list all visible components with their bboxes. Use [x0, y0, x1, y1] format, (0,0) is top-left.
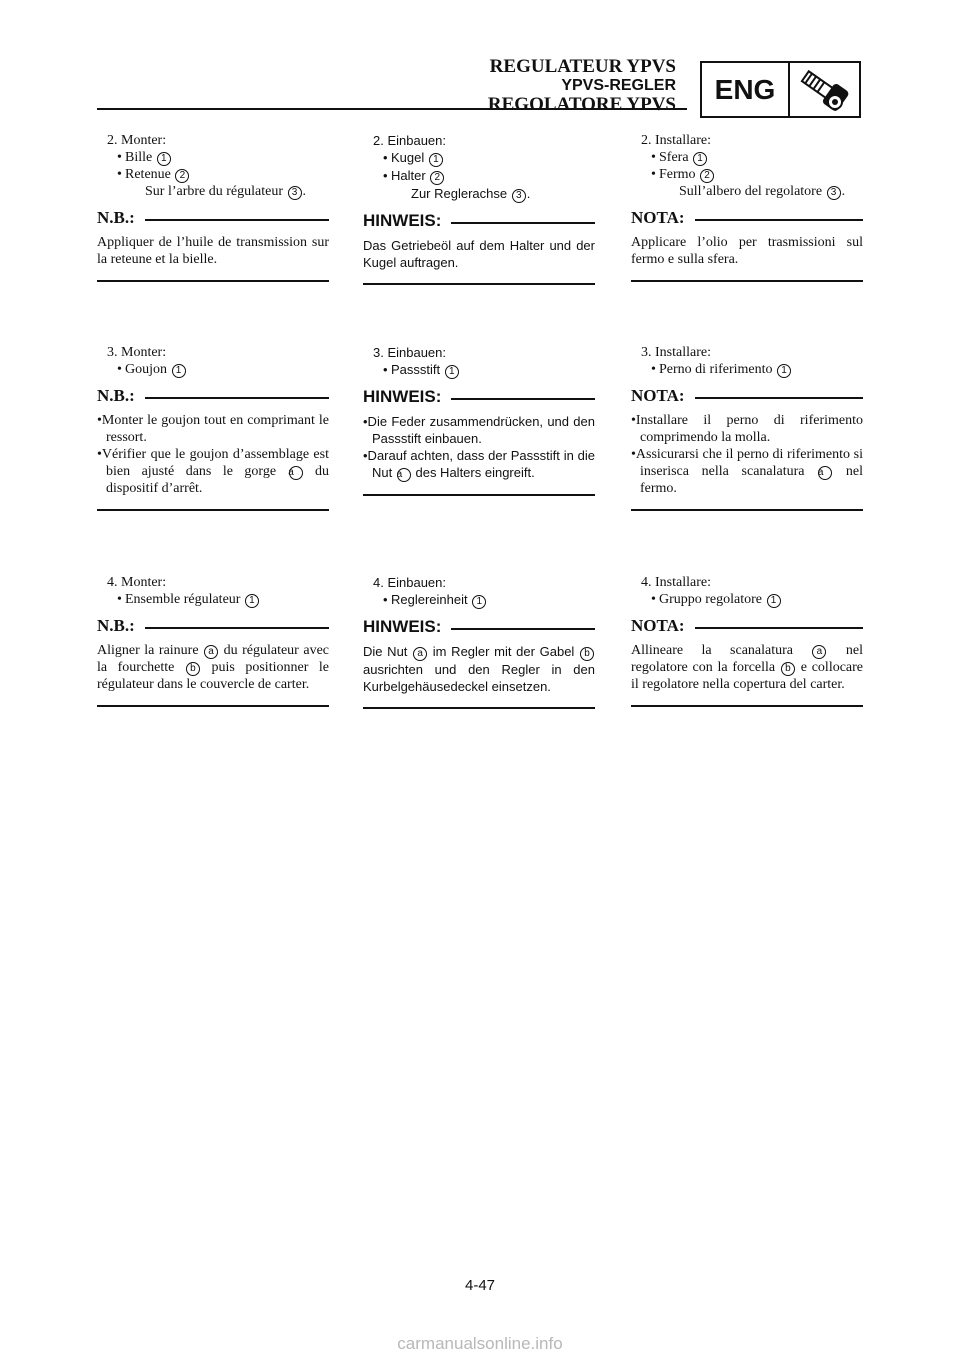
note-rule — [363, 494, 595, 496]
section-label: ENG — [702, 63, 790, 116]
it-step-4 — [631, 574, 863, 707]
de-step-2 — [363, 132, 595, 285]
list-item: • Ensemble régulateur 1 — [97, 591, 329, 608]
de-step-3 — [363, 344, 595, 496]
callout-1: 1 — [245, 594, 259, 608]
callout-1: 1 — [693, 152, 707, 166]
title-de: YPVS-REGLER — [561, 77, 676, 94]
callout-b: b — [580, 647, 594, 661]
callout-3: 3 — [827, 186, 841, 200]
page-number: 4-47 — [464, 1277, 496, 1294]
note-header: HINWEIS: — [363, 617, 595, 637]
step-title: 4. Monter: — [107, 575, 167, 590]
callout-b: b — [186, 662, 200, 676]
note-header: NOTA: — [631, 616, 863, 636]
list-item: • Fermo 2 — [631, 166, 863, 183]
step-title: 2. Installare: — [641, 133, 711, 148]
list-item: • Bille 1 — [97, 149, 329, 166]
note-body: Aligner la rainure a du régulateur avec la fourchette b puis positionner le régulateur dans le couvercle de carter. — [97, 643, 330, 692]
callout-a: a — [818, 466, 832, 480]
header-title — [488, 57, 676, 114]
note-body: •Monter le goujon tout en comprimant le ressort. •Vérifier que le goujon d’assemblage est bien ajusté dans le gorge a du dispositif d’arrêt. — [97, 413, 330, 496]
list-item: Zur Reglerachse 3 . — [411, 186, 531, 201]
step-title: 3. Monter: — [107, 345, 167, 360]
list-item: • Halter 2 — [363, 167, 595, 185]
fr-step-3 — [97, 344, 329, 511]
list-item: Sull’albero del regolatore 3 . — [679, 184, 846, 199]
note-header: N.B.: — [97, 616, 329, 636]
list-item: • Retenue 2 — [97, 166, 329, 183]
callout-a: a — [413, 647, 427, 661]
note-rule — [631, 509, 863, 511]
note-header: NOTA: — [631, 208, 863, 228]
note-rule — [97, 705, 329, 707]
list-item: • Reglereinheit 1 — [363, 591, 595, 609]
note-header: NOTA: — [631, 386, 863, 406]
step-title: 3. Einbauen: — [373, 345, 447, 360]
callout-a: a — [204, 645, 218, 659]
note-rule — [363, 707, 595, 709]
list-item: • Sfera 1 — [631, 149, 863, 166]
callout-2: 2 — [430, 171, 444, 185]
note-rule — [631, 280, 863, 282]
note-body: •Installare il perno di riferimento comprimendo la molla. •Assicurarsi che il perno di riferimento si inserisca nella scanalatura a nel fermo. — [631, 413, 863, 496]
callout-a: a — [397, 468, 411, 482]
section-tab — [700, 61, 861, 118]
list-item: • Gruppo regolatore 1 — [631, 591, 863, 608]
title-it: REGOLATORE YPVS — [487, 94, 676, 115]
callout-2: 2 — [700, 169, 714, 183]
note-body: •Die Feder zusammendrücken, und den Passstift einbauen. •Darauf achten, dass der Passstift in die Nut a des Halters eingreift. — [363, 414, 595, 480]
note-body: Appliquer de l’huile de transmission sur la reteune et la bielle. — [97, 235, 329, 267]
callout-1: 1 — [472, 595, 486, 609]
note-body: Allineare la scanalatura a nel regolatore con la forcella b e collocare il regolatore nella copertura del carter. — [631, 643, 864, 692]
header-rule — [97, 108, 687, 110]
callout-1: 1 — [172, 364, 186, 378]
callout-3: 3 — [288, 186, 302, 200]
step-title: 4. Einbauen: — [373, 575, 447, 590]
list-item: • Kugel 1 — [363, 149, 595, 167]
de-step-4 — [363, 574, 595, 709]
step-title: 2. Monter: — [107, 133, 167, 148]
note-body: Applicare l’olio per trasmissioni sul fermo e sulla sfera. — [631, 235, 863, 267]
note-body: Die Nut a im Regler mit der Gabel b ausrichten und den Regler in den Kurbelgehäusedeckel einsetzen. — [363, 644, 595, 694]
list-item: • Passstift 1 — [363, 361, 595, 379]
note-rule — [97, 280, 329, 282]
step-title: 2. Einbauen: — [373, 133, 447, 148]
note-header: HINWEIS: — [363, 211, 595, 231]
it-step-3 — [631, 344, 863, 511]
callout-a: a — [812, 645, 826, 659]
list-item: • Perno di riferimento 1 — [631, 361, 863, 378]
fr-step-4 — [97, 574, 329, 707]
callout-1: 1 — [445, 365, 459, 379]
callout-3: 3 — [512, 189, 526, 203]
note-rule — [97, 509, 329, 511]
callout-1: 1 — [157, 152, 171, 166]
it-step-2 — [631, 132, 863, 282]
fr-step-2 — [97, 132, 329, 282]
callout-b: b — [781, 662, 795, 676]
step-title: 4. Installare: — [641, 575, 711, 590]
callout-1: 1 — [429, 153, 443, 167]
note-header: N.B.: — [97, 386, 329, 406]
callout-1: 1 — [767, 594, 781, 608]
step-title: 3. Installare: — [641, 345, 711, 360]
callout-2: 2 — [175, 169, 189, 183]
note-body: Das Getriebeöl auf dem Halter und der Kugel auftragen. — [363, 238, 595, 270]
watermark: carmanualsonline.info — [397, 1334, 563, 1353]
title-fr: REGULATEUR YPVS — [489, 56, 676, 77]
list-item: • Goujon 1 — [97, 361, 329, 378]
note-header: HINWEIS: — [363, 387, 595, 407]
note-header: N.B.: — [97, 208, 329, 228]
wrench-bolt-icon — [790, 63, 859, 116]
note-rule — [363, 283, 595, 285]
note-rule — [631, 705, 863, 707]
callout-1: 1 — [777, 364, 791, 378]
list-item: Sur l’arbre du régulateur 3 . — [145, 184, 306, 199]
callout-a: a — [289, 466, 303, 480]
